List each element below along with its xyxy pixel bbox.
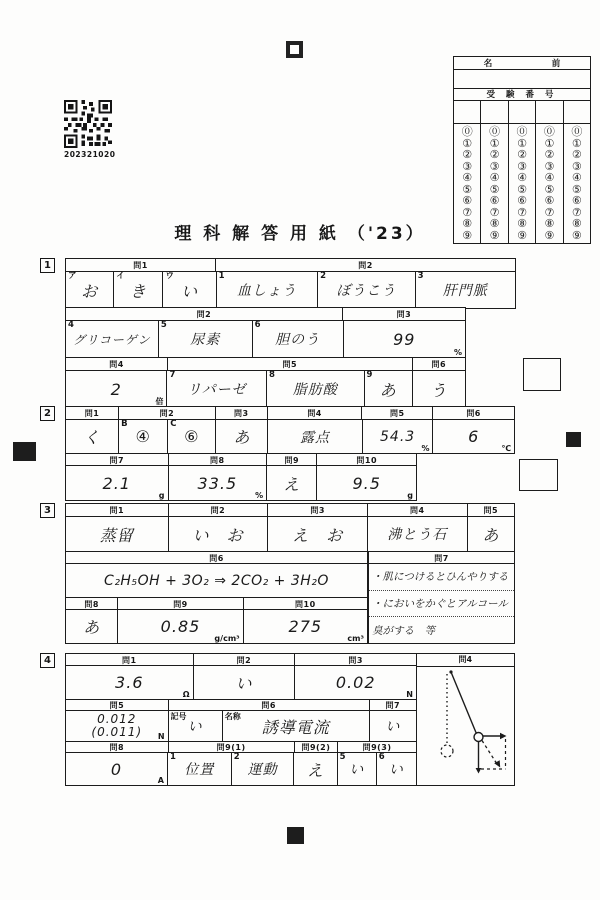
handwritten-answer: あ [233, 428, 251, 447]
score-box-2 [519, 459, 558, 491]
digit-bubble[interactable]: ⑨ [517, 228, 527, 242]
handwritten-answer: あ [83, 618, 101, 637]
unit-label: % [255, 491, 264, 500]
score-box-1 [523, 358, 561, 391]
cell-sub-label: 1 [169, 752, 176, 762]
digit-bubble[interactable]: ② [489, 148, 500, 162]
answer-cell-q6-name [223, 711, 370, 741]
registration-mark-right [566, 432, 581, 447]
exam-number-write-cell[interactable] [454, 101, 481, 123]
answer-cell [244, 610, 367, 643]
question-label: 問3 [396, 310, 412, 319]
answer-cell [66, 517, 169, 551]
section-2-marker: 2 [40, 406, 55, 421]
q7-lines [369, 564, 514, 643]
question-label: 問5 [362, 407, 433, 420]
unit-label: Ω [182, 690, 190, 699]
s1-answer-row-c [65, 370, 466, 408]
exam-number-write-cell[interactable] [564, 101, 590, 123]
question-label: 問4 [417, 654, 514, 667]
unit-label: 倍 [155, 397, 164, 406]
digit-bubble[interactable]: ⑦ [517, 205, 527, 219]
exam-number-write-cell[interactable] [509, 101, 536, 123]
answer-cell [468, 517, 514, 551]
digit-bubble[interactable]: ⑤ [517, 182, 527, 196]
question-label: 問2 [66, 308, 343, 321]
answer-cell-q9-3b [377, 753, 416, 785]
handwritten-answer-line: 臭がする 等 [372, 624, 435, 637]
digit-bubble[interactable]: ② [517, 148, 527, 162]
unit-label: ℃ [501, 444, 511, 453]
digit-bubble[interactable]: ⑦ [462, 205, 473, 219]
qr-code [64, 100, 112, 148]
handwritten-answer: 275 [288, 617, 323, 636]
question-label: 問1 [66, 504, 169, 517]
answer-cell [66, 466, 169, 500]
handwritten-answer: 脂肪酸 [292, 382, 338, 398]
handwritten-answer: 0.85 [160, 617, 201, 636]
answer-cell [168, 420, 216, 453]
answer-cell [169, 466, 268, 500]
question-label: 問8 [169, 454, 268, 466]
answer-cell [368, 517, 468, 551]
digit-bubble[interactable]: ⑨ [544, 228, 555, 242]
name-label: 名称 [224, 712, 241, 721]
unit-label: N [406, 690, 413, 699]
s2-answer-row-a [65, 419, 515, 454]
handwritten-answer: い お [192, 525, 244, 545]
answer-cell-equation [66, 564, 367, 598]
digit-bubble[interactable]: ③ [517, 159, 527, 173]
digit-bubble[interactable]: ⑥ [544, 194, 555, 208]
section-4-marker: 4 [40, 653, 55, 668]
answer-cell [267, 466, 317, 500]
handwritten-answer: ⑥ [184, 427, 200, 446]
digit-bubble[interactable]: ④ [462, 171, 473, 185]
s4-q4-column [416, 653, 515, 786]
handwritten-answer: あ [482, 525, 500, 545]
handwritten-answer: 6 [468, 427, 480, 446]
question-label: 問9 [118, 598, 243, 610]
answer-cell-q9-2 [294, 753, 337, 785]
digit-bubble[interactable]: ⑤ [571, 182, 582, 196]
question-label: 問5 [66, 700, 169, 711]
answer-cell [163, 272, 216, 308]
digit-bubble[interactable]: ⑧ [544, 217, 555, 231]
digit-bubble[interactable]: ⑦ [571, 205, 582, 219]
digit-bubble[interactable]: ⑤ [544, 182, 555, 196]
digit-bubble[interactable]: ③ [571, 159, 582, 173]
answer-cell [114, 272, 163, 308]
registration-mark-bottom [287, 827, 304, 844]
cell-sub-label: ウ [165, 271, 174, 281]
answer-cell [66, 321, 159, 357]
handwritten-answer: ④ [135, 427, 151, 446]
symbol-label: 記号 [170, 712, 187, 721]
handwritten-chemical-equation: C₂H₅OH + 3O₂ ⇒ 2CO₂ + 3H₂O [104, 573, 329, 589]
question-label: 問6 [209, 553, 224, 563]
cell-sub-label: 6 [378, 752, 385, 762]
digit-bubble[interactable]: ⓪ [516, 125, 528, 139]
s3-answer-row-a [65, 516, 515, 552]
name-label-left: 名 [483, 59, 493, 69]
question-label: 問7 [66, 454, 169, 466]
page-title: 理 科 解 答 用 紙 （'23） [174, 224, 426, 244]
digit-bubble[interactable]: ⑥ [517, 194, 527, 208]
answer-cell [66, 420, 119, 453]
cell-sub-label: 1 [218, 271, 225, 281]
answer-cell [344, 321, 465, 357]
digit-bubble[interactable]: ⑦ [489, 205, 500, 219]
handwritten-answer: 誘導電流 [261, 717, 330, 737]
question-label: 問10 [356, 455, 378, 465]
digit-bubble[interactable]: ⑥ [571, 194, 582, 208]
digit-bubble[interactable]: ⑧ [489, 217, 500, 231]
handwritten-answer: く [83, 428, 101, 447]
answer-cell [413, 371, 465, 407]
s3-q7-answer-box [368, 563, 515, 644]
handwritten-answer: あ [379, 380, 397, 400]
handwritten-answer [91, 713, 142, 739]
unit-label: g [407, 491, 413, 500]
question-label: 問6 [169, 700, 370, 711]
digit-bubble[interactable]: ⓪ [461, 125, 473, 139]
digit-bubble[interactable]: ⑧ [462, 217, 473, 231]
handwritten-answer: え お [292, 525, 344, 545]
answer-cell-q9-1b [232, 753, 295, 785]
question-label: 問7 [434, 553, 449, 563]
answer-cell [119, 420, 168, 453]
cell-sub-label: 9 [366, 370, 373, 380]
answer-cell [66, 666, 194, 699]
qr-serial-number: 202321020 [64, 150, 116, 159]
cell-sub-label: ア [68, 271, 77, 281]
name-exam-box [453, 56, 591, 244]
unit-label: g [158, 491, 165, 500]
question-label: 問2 [358, 261, 373, 270]
digit-bubble[interactable]: ① [544, 136, 555, 150]
handwritten-answer: 沸とう石 [387, 527, 448, 543]
question-label: 問5 [483, 506, 499, 515]
s2-answer-row-b [65, 465, 417, 501]
digit-bubble[interactable]: ⑤ [489, 182, 500, 196]
handwritten-answer: い [181, 281, 199, 301]
handwritten-answer: 血しょう [236, 283, 297, 299]
cell-sub-label: 8 [268, 370, 275, 380]
q5-value-line1: 0.012 [97, 712, 137, 726]
cell-sub-label: 3 [417, 271, 424, 281]
name-label-right: 前 [551, 59, 561, 69]
digit-bubble[interactable]: ② [571, 148, 582, 162]
digit-bubble[interactable]: ① [517, 136, 527, 150]
digit-bubble[interactable]: ③ [462, 159, 473, 173]
digit-bubble[interactable]: ③ [544, 159, 555, 173]
section-3-marker: 3 [40, 503, 55, 518]
answer-cell [66, 371, 167, 407]
exam-number-header: 受 験 番 号 [454, 89, 590, 101]
section-1-marker: 1 [40, 258, 55, 273]
handwritten-answer: 位置 [184, 762, 215, 778]
question-label: 問9(3) [362, 743, 392, 752]
digit-bubble[interactable]: ④ [571, 171, 582, 185]
digit-bubble[interactable]: ⑥ [489, 194, 500, 208]
cell-sub-label: B [121, 419, 128, 429]
answer-cell [433, 420, 514, 453]
answer-cell [363, 420, 434, 453]
question-label: 問7 [385, 701, 401, 710]
unit-label: % [421, 444, 430, 453]
answer-cell-q8 [66, 753, 168, 785]
answer-cell [217, 272, 318, 308]
answer-cell [295, 666, 416, 699]
question-label: 問1 [66, 259, 216, 272]
handwritten-answer: 0 [110, 759, 123, 779]
answer-cell [118, 610, 243, 643]
exam-number-write-cell[interactable] [536, 101, 563, 123]
answer-cell [268, 420, 362, 453]
question-label: 問1 [66, 654, 194, 666]
question-label: 問4 [368, 504, 468, 517]
question-label: 問2 [119, 407, 215, 420]
answer-cell [66, 610, 118, 643]
question-label: 問8 [66, 742, 169, 753]
question-label: 問9(1) [169, 742, 295, 753]
digit-bubble[interactable]: ② [544, 148, 555, 162]
handwritten-answer: い [385, 719, 401, 735]
name-write-area[interactable] [454, 70, 590, 89]
handwritten-answer: 33.5 [197, 473, 238, 493]
question-label: 問1 [66, 407, 119, 420]
question-label: 問3 [268, 504, 368, 517]
unit-label: N [157, 732, 165, 741]
question-label: 問9 [267, 454, 317, 466]
pendulum-force-diagram [417, 667, 513, 783]
unit-label: g/cm³ [214, 634, 240, 643]
q5-value-line2: (0.011) [91, 725, 143, 739]
s4-answer-row-a [65, 665, 417, 700]
digit-bubble[interactable]: ⑨ [489, 228, 500, 242]
question-label: 問9(2) [295, 742, 338, 753]
s4-answer-row-b [65, 710, 417, 742]
answer-cell [365, 371, 413, 407]
answer-cell [416, 272, 515, 308]
cell-sub-label: 7 [169, 370, 176, 380]
digit-bubble[interactable]: ⓪ [489, 125, 501, 139]
cell-sub-label: 5 [160, 320, 167, 330]
answer-cell-q9-1a [168, 753, 232, 785]
s3-q6-answer [65, 563, 368, 599]
handwritten-answer: 99 [393, 329, 416, 349]
exam-number-write-row [454, 101, 590, 124]
handwritten-answer: 胆のう [275, 332, 321, 348]
answer-cell-q9-3a [338, 753, 377, 785]
digit-bubble[interactable]: ⑨ [462, 228, 473, 242]
answer-cell-q7 [370, 711, 416, 741]
handwritten-answer: リパーゼ [187, 382, 247, 398]
question-label: 問3 [216, 407, 268, 420]
cell-sub-label: 4 [68, 320, 74, 330]
digit-bubble[interactable]: ① [571, 136, 582, 150]
cell-sub-label: 2 [233, 752, 240, 762]
cell-sub-label: 2 [320, 271, 326, 281]
question-label: 問10 [295, 599, 316, 609]
answer-cell [318, 272, 415, 308]
question-label: 問6 [431, 360, 447, 369]
digit-bubble[interactable]: ① [462, 136, 473, 150]
digit-bubble[interactable]: ⓪ [543, 125, 555, 139]
unit-label: cm³ [347, 634, 364, 643]
handwritten-answer: グリコーゲン [73, 332, 151, 347]
question-label: 問4 [66, 358, 168, 371]
unit-label: A [157, 776, 164, 785]
answer-cell [216, 420, 268, 453]
answer-cell [66, 272, 114, 308]
s4-answer-row-c [65, 752, 417, 786]
handwritten-answer: 運動 [247, 762, 278, 778]
answer-cell-q6-symbol [169, 711, 223, 741]
handwritten-answer: え [283, 474, 301, 494]
question-label: 問5 [168, 358, 413, 371]
name-header [454, 57, 590, 70]
answer-cell [159, 321, 253, 357]
handwritten-answer: い [349, 762, 365, 778]
handwritten-answer: お [81, 281, 99, 301]
question-label: 問4 [268, 407, 363, 420]
question-label: 問6 [466, 409, 481, 418]
exam-number-write-cell[interactable] [481, 101, 508, 123]
digit-bubble[interactable]: ④ [489, 171, 500, 185]
answer-cell [317, 466, 416, 500]
handwritten-answer: 9.5 [352, 473, 381, 493]
handwritten-answer: え [307, 760, 325, 780]
question-label: 問8 [66, 598, 118, 610]
answer-cell [253, 321, 344, 357]
answer-cell [167, 371, 267, 407]
digit-bubble[interactable]: ⓪ [571, 125, 583, 139]
cell-sub-label: C [170, 419, 177, 429]
unit-label: % [453, 348, 462, 357]
digit-bubble[interactable]: ③ [489, 159, 500, 173]
handwritten-answer: う [430, 380, 448, 400]
answer-cell [268, 517, 368, 551]
handwritten-answer-line: ・肌につけるとひんやりする [369, 564, 514, 591]
question-label: 問3 [348, 655, 363, 665]
answer-cell-q5 [66, 711, 169, 741]
handwritten-answer: 2 [110, 379, 122, 399]
answer-cell [169, 517, 269, 551]
handwritten-answer: い [187, 719, 203, 735]
digit-bubble[interactable]: ⑦ [544, 205, 555, 219]
digit-bubble[interactable]: ① [489, 136, 500, 150]
handwritten-answer: 0.02 [335, 673, 376, 692]
question-label: 問2 [169, 504, 269, 517]
digit-bubble[interactable]: ⑤ [462, 182, 473, 196]
digit-bubble[interactable]: ⑧ [571, 217, 582, 231]
s1-answer-row-b [65, 320, 466, 358]
s3-answer-row-b [65, 609, 368, 644]
cell-sub-label: イ [116, 271, 125, 281]
handwritten-answer: 尿素 [190, 332, 221, 348]
handwritten-answer: き [129, 281, 147, 301]
handwritten-answer: 露点 [300, 429, 331, 446]
s1-answer-row-a [65, 271, 516, 309]
cell-sub-label: 6 [254, 320, 261, 330]
digit-bubble[interactable]: ⑨ [571, 228, 582, 242]
handwritten-answer-line: ・においをかぐとアルコール [369, 591, 514, 618]
handwritten-answer: 54.3 [380, 428, 416, 445]
question-label: 問2 [194, 654, 296, 666]
digit-bubble[interactable]: ② [462, 148, 473, 162]
handwritten-answer: 2.1 [102, 473, 131, 493]
digit-bubble[interactable]: ④ [517, 171, 527, 185]
handwritten-answer: 3.6 [115, 673, 144, 692]
registration-mark-left [13, 442, 36, 461]
cell-sub-label: 5 [339, 752, 346, 762]
digit-bubble[interactable]: ⑥ [462, 194, 473, 208]
handwritten-answer: い [235, 674, 253, 693]
registration-mark-top [286, 41, 303, 58]
answer-cell [194, 666, 296, 699]
digit-bubble[interactable]: ④ [544, 171, 555, 185]
handwritten-answer: ぼうこう [336, 283, 397, 299]
handwritten-answer: い [388, 762, 404, 778]
handwritten-answer: 肝門脈 [442, 283, 488, 299]
digit-bubble[interactable]: ⑧ [517, 217, 527, 231]
answer-cell [267, 371, 365, 407]
handwritten-answer: 蒸留 [99, 525, 134, 545]
